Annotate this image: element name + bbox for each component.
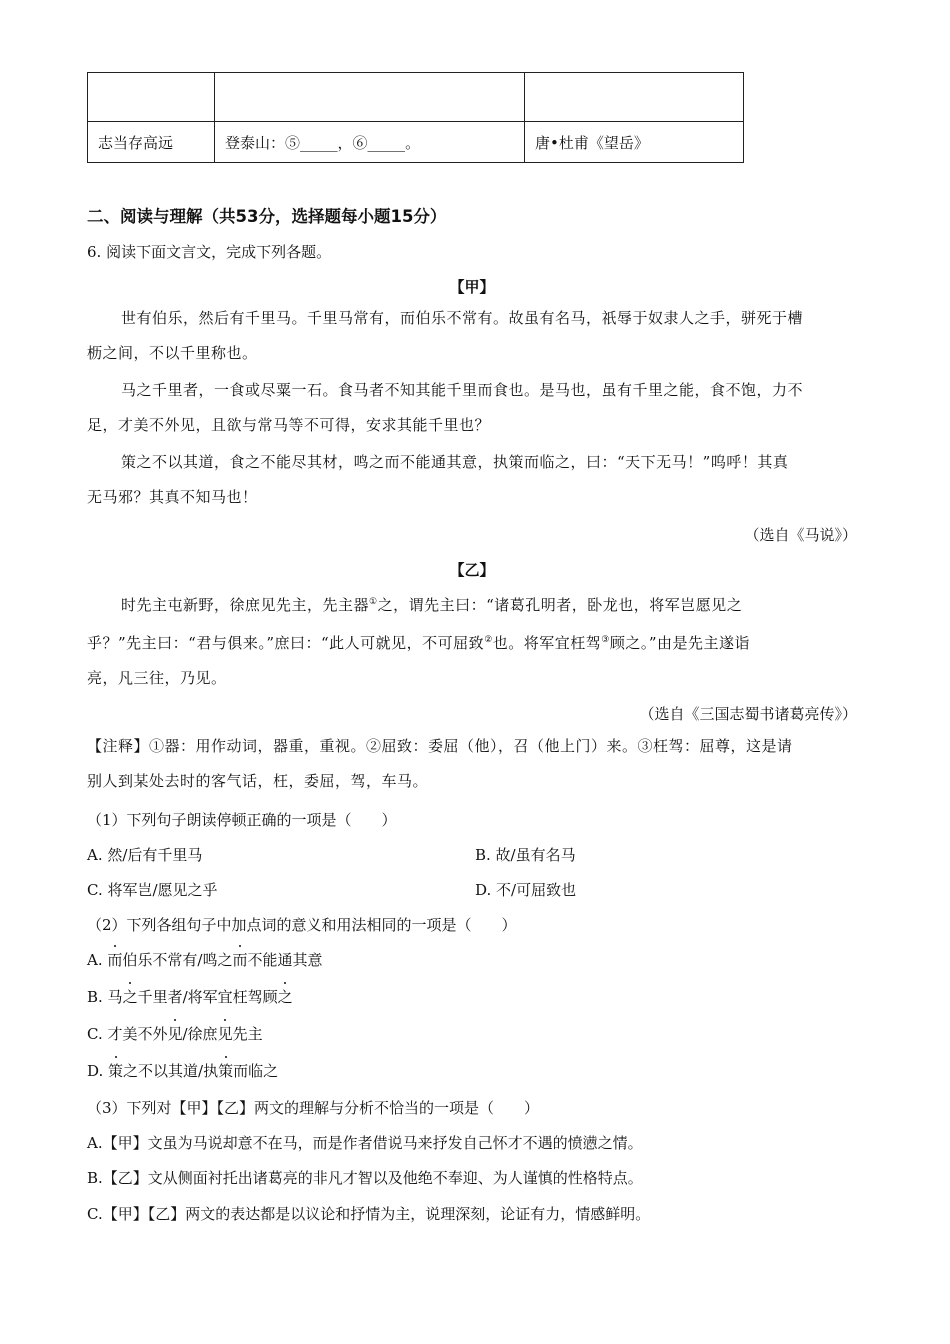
yi-p1b-2: 也。将军宜枉驾 — [492, 634, 602, 652]
opt-text: C. 才美不外 — [87, 1025, 168, 1043]
jia-p3a: 策之不以其道，食之不能尽其材，鸣之而不能通其意，执策而临之，曰：“天下无马！”呜呼！其真 — [121, 453, 789, 471]
notes-line-1: 【注释】①器：用作动词，器重，重视。②屈致：委屈（他），召（他上门）来。③枉驾：屈尊，这是请 — [87, 737, 793, 755]
q3-option-a[interactable]: A.【甲】文虽为马说却意不在马，而是作者借说马来抒发自己怀才不遇的愤懑之情。 — [87, 1134, 643, 1152]
notes-line-2: 别人到某处去时的客气话，枉，委屈，驾，车马。 — [87, 772, 429, 790]
q3-option-c[interactable]: C.【甲】【乙】两文的表达都是以议论和抒情为主，说理深刻，论证有力，情感鲜明。 — [87, 1205, 651, 1223]
period: 。 — [405, 133, 421, 152]
annotations — [87, 729, 857, 799]
q2-option-b[interactable] — [87, 986, 293, 1007]
jia-p1b: 枥之间，不以千里称也。 — [87, 344, 258, 362]
section-title: 二、阅读与理解（共53分，选择题每小题15分） — [87, 207, 447, 226]
q1-option-a[interactable]: A. 然/后有千里马 — [87, 846, 203, 864]
opt-text: /徐庶 — [182, 1025, 218, 1043]
blank-6: ⑥_____ — [352, 133, 406, 152]
note-marker-2: ② — [484, 635, 493, 645]
dotted-word: 之 — [277, 988, 293, 1006]
opt-text: D. — [87, 1062, 109, 1080]
table-cell — [88, 73, 215, 122]
q2-option-c[interactable] — [87, 1023, 263, 1044]
question-intro: 6. 阅读下面文言文，完成下列各题。 — [87, 243, 332, 261]
jia-source: （选自《马说》） — [744, 526, 857, 544]
table-row — [88, 73, 744, 122]
yi-p1c: 亮，凡三往，乃见。 — [87, 669, 227, 687]
opt-text: A. — [87, 951, 108, 969]
q2-stem: （2）下列各组句子中加点词的意义和用法相同的一项是（ ） — [87, 916, 517, 934]
source-cell: 唐•杜甫《望岳》 — [525, 122, 744, 163]
yi-label: 【乙】 — [449, 561, 495, 579]
yi-p1a-1: 时先主屯新野，徐庶见先主，先主器 — [121, 596, 370, 614]
jia-p3b: 无马邪？其真不知马也！ — [87, 488, 258, 506]
yi-source: （选自《三国志蜀书诸葛亮传》） — [639, 705, 857, 723]
opt-text: 伯乐不常有/鸣之 — [122, 951, 233, 969]
note-marker-3: ③ — [601, 635, 610, 645]
dotted-word: 见 — [217, 1025, 233, 1043]
q1-option-b[interactable]: B. 故/虽有名马 — [475, 846, 576, 864]
jia-label: 【甲】 — [449, 278, 495, 296]
yi-p1b-1: 乎？”先主曰：“君与俱来。”庶曰：“此人可就见，不可屈致 — [87, 634, 485, 652]
opt-text: 千里者/将军宜枉驾顾 — [137, 988, 278, 1006]
poem-cell — [215, 122, 525, 163]
note-marker-1: ① — [369, 597, 378, 607]
yi-p1b-3: 顾之。”由是先主遂诣 — [609, 634, 751, 652]
yi-p1a-2: 之，谓先主曰：“诸葛孔明者，卧龙也，将军岂愿见之 — [377, 596, 743, 614]
opt-text: 之不以其道/执 — [123, 1062, 219, 1080]
dotted-word: 见 — [167, 1025, 183, 1043]
dotted-word: 策 — [218, 1062, 234, 1080]
jia-p1a: 世有伯乐，然后有千里马。千里马常有，而伯乐不常有。故虽有名马，祇辱于奴隶人之手，骈死于槽 — [121, 309, 804, 327]
opt-text: 而临之 — [233, 1062, 279, 1080]
q1-option-d[interactable]: D. 不/可屈致也 — [475, 881, 577, 899]
q3-option-b[interactable]: B.【乙】文从侧面衬托出诸葛亮的非凡才智以及他绝不奉迎、为人谨慎的性格特点。 — [87, 1169, 643, 1187]
dotted-word: 而 — [107, 951, 123, 969]
opt-text: 不能通其意 — [247, 951, 323, 969]
opt-text: B. 马 — [87, 988, 123, 1006]
q2-option-a[interactable] — [87, 949, 322, 970]
q1-option-c[interactable]: C. 将军岂/愿见之乎 — [87, 881, 218, 899]
theme-cell: 志当存高远 — [88, 122, 215, 163]
poem-table — [87, 72, 744, 163]
dotted-word: 策 — [108, 1062, 124, 1080]
dotted-word: 而 — [232, 951, 248, 969]
q1-stem: （1）下列句子朗读停顿正确的一项是（ ） — [87, 811, 397, 829]
jia-paragraph-3 — [87, 445, 857, 515]
separator: ， — [337, 133, 353, 152]
jia-paragraph-2 — [87, 373, 857, 443]
dotted-word: 之 — [122, 988, 138, 1006]
poem-prefix: 登泰山： — [225, 133, 286, 152]
opt-text: 先主 — [232, 1025, 263, 1043]
q2-option-d[interactable] — [87, 1060, 278, 1081]
table-cell — [525, 73, 744, 122]
jia-p2a: 马之千里者，一食或尽粟一石。食马者不知其能千里而食也。是马也，虽有千里之能，食不饱，力不 — [121, 381, 804, 399]
table-row — [88, 122, 744, 163]
blank-5: ⑤_____ — [285, 133, 338, 152]
yi-paragraph — [87, 585, 857, 696]
jia-paragraph-1 — [87, 301, 857, 371]
table-cell — [215, 73, 525, 122]
jia-p2b: 足，才美不外见，且欲与常马等不可得，安求其能千里也？ — [87, 416, 491, 434]
q3-stem: （3）下列对【甲】【乙】两文的理解与分析不恰当的一项是（ ） — [87, 1099, 540, 1117]
